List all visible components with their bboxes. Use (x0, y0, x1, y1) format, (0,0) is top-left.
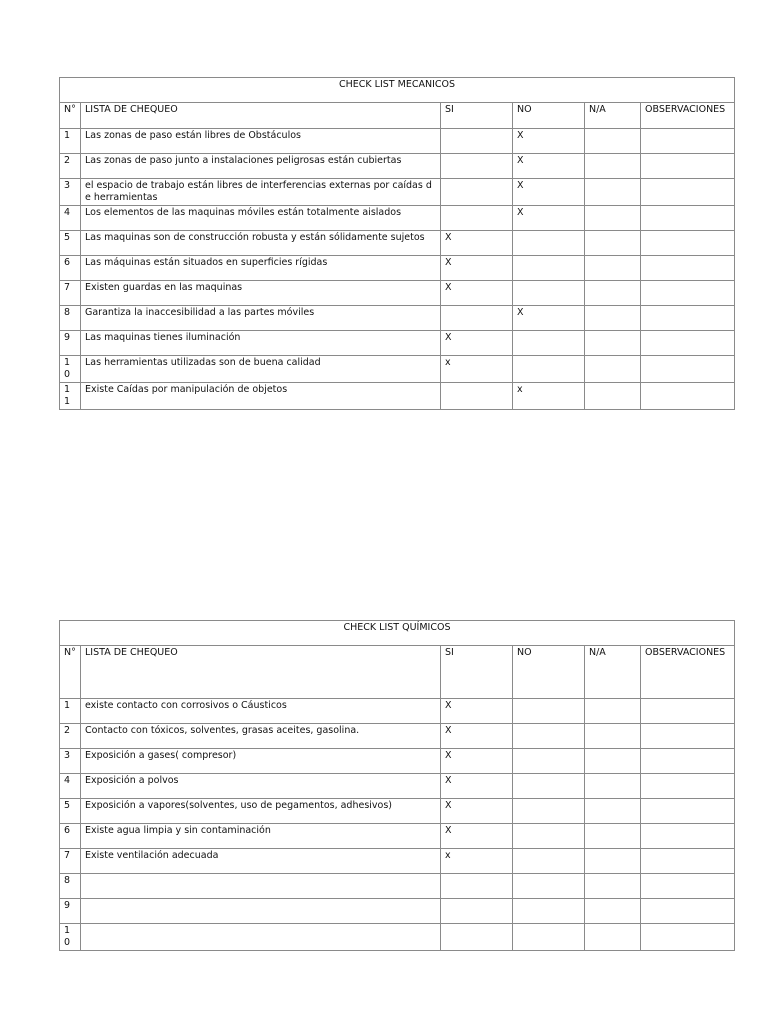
row-na-mark (585, 206, 641, 231)
row-observation (641, 799, 735, 824)
table-row (60, 899, 735, 924)
table-row (60, 799, 735, 824)
row-no-mark: X (513, 129, 585, 154)
row-num: 6 (60, 824, 81, 849)
row-si-mark: x (441, 356, 513, 383)
header-na: N/A (585, 103, 641, 129)
checklist-quimicos-table (59, 620, 735, 951)
row-si-mark (441, 383, 513, 410)
row-na-mark (585, 899, 641, 924)
table-row (60, 206, 735, 231)
table-row (60, 383, 735, 410)
table-row (60, 356, 735, 383)
row-observation (641, 899, 735, 924)
row-no-mark (513, 281, 585, 306)
row-item-text: Las zonas de paso junto a instalaciones peligrosas están cubiertas (81, 154, 441, 179)
table-row (60, 331, 735, 356)
row-si-mark: X (441, 774, 513, 799)
row-si-mark: X (441, 824, 513, 849)
checklist-mecanicos-table (59, 77, 735, 410)
row-num: 1 (60, 699, 81, 724)
row-si-mark (441, 206, 513, 231)
row-si-mark: X (441, 724, 513, 749)
row-si-mark (441, 924, 513, 951)
row-num: 2 (60, 724, 81, 749)
row-num: 5 (60, 799, 81, 824)
row-si-mark (441, 874, 513, 899)
row-item-text: Existe agua limpia y sin contaminación (81, 824, 441, 849)
row-observation (641, 924, 735, 951)
row-si-mark (441, 154, 513, 179)
header-no: NO (513, 646, 585, 699)
row-si-mark (441, 306, 513, 331)
row-na-mark (585, 799, 641, 824)
row-observation (641, 824, 735, 849)
table-title: CHECK LIST MECANICOS (60, 78, 735, 103)
row-si-mark: X (441, 331, 513, 356)
row-num: 10 (60, 924, 81, 951)
row-si-mark (441, 129, 513, 154)
row-observation (641, 849, 735, 874)
row-na-mark (585, 699, 641, 724)
header-obs: OBSERVACIONES (641, 103, 735, 129)
row-si-mark (441, 899, 513, 924)
row-no-mark: x (513, 383, 585, 410)
row-item-text: Las maquinas tienes iluminación (81, 331, 441, 356)
row-num: 11 (60, 383, 81, 410)
row-observation (641, 154, 735, 179)
header-no: NO (513, 103, 585, 129)
row-num: 5 (60, 231, 81, 256)
row-si-mark: x (441, 849, 513, 874)
row-na-mark (585, 724, 641, 749)
row-no-mark (513, 256, 585, 281)
row-num: 4 (60, 774, 81, 799)
header-item: LISTA DE CHEQUEO (81, 646, 441, 699)
row-observation (641, 774, 735, 799)
row-na-mark (585, 383, 641, 410)
row-no-mark (513, 849, 585, 874)
table-row (60, 306, 735, 331)
row-item-text: Las zonas de paso están libres de Obstáculos (81, 129, 441, 154)
row-na-mark (585, 306, 641, 331)
table-row (60, 924, 735, 951)
row-si-mark: X (441, 281, 513, 306)
row-no-mark (513, 724, 585, 749)
row-si-mark: X (441, 749, 513, 774)
row-item-text: Las herramientas utilizadas son de buena calidad (81, 356, 441, 383)
row-observation (641, 206, 735, 231)
row-na-mark (585, 256, 641, 281)
row-na-mark (585, 874, 641, 899)
table-title-row (60, 621, 735, 646)
row-observation (641, 356, 735, 383)
row-item-text: Exposición a polvos (81, 774, 441, 799)
table-row (60, 874, 735, 899)
row-no-mark (513, 899, 585, 924)
row-na-mark (585, 849, 641, 874)
row-item-text: el espacio de trabajo están libres de interferencias externas por caídas de herramientas (81, 179, 441, 206)
row-num: 3 (60, 749, 81, 774)
row-observation (641, 874, 735, 899)
row-no-mark (513, 874, 585, 899)
header-si: SI (441, 646, 513, 699)
header-num: N° (60, 646, 81, 699)
table-row (60, 179, 735, 206)
row-item-text: Existe ventilación adecuada (81, 849, 441, 874)
row-num: 8 (60, 874, 81, 899)
row-observation (641, 179, 735, 206)
row-no-mark (513, 331, 585, 356)
row-no-mark: X (513, 206, 585, 231)
row-na-mark (585, 154, 641, 179)
row-num: 10 (60, 356, 81, 383)
row-item-text: Garantiza la inaccesibilidad a las partes móviles (81, 306, 441, 331)
header-item: LISTA DE CHEQUEO (81, 103, 441, 129)
row-na-mark (585, 129, 641, 154)
row-item-text: Los elementos de las maquinas móviles están totalmente aislados (81, 206, 441, 231)
row-no-mark (513, 749, 585, 774)
row-item-text (81, 924, 441, 951)
row-item-text: Exposición a vapores(solventes, uso de pegamentos, adhesivos) (81, 799, 441, 824)
table-row (60, 849, 735, 874)
row-observation (641, 724, 735, 749)
row-item-text (81, 874, 441, 899)
table-header-row (60, 646, 735, 699)
table-row (60, 724, 735, 749)
row-num: 6 (60, 256, 81, 281)
row-num: 7 (60, 849, 81, 874)
row-observation (641, 331, 735, 356)
row-na-mark (585, 924, 641, 951)
row-item-text: Existen guardas en las maquinas (81, 281, 441, 306)
row-no-mark (513, 799, 585, 824)
table-row (60, 256, 735, 281)
header-obs: OBSERVACIONES (641, 646, 735, 699)
table-row (60, 824, 735, 849)
row-num: 7 (60, 281, 81, 306)
row-no-mark: X (513, 179, 585, 206)
row-observation (641, 383, 735, 410)
row-na-mark (585, 281, 641, 306)
row-no-mark (513, 699, 585, 724)
row-observation (641, 129, 735, 154)
table-title: CHECK LIST QUÍMICOS (60, 621, 735, 646)
table-row (60, 129, 735, 154)
table-row (60, 774, 735, 799)
table-header-row (60, 103, 735, 129)
row-observation (641, 699, 735, 724)
row-num: 1 (60, 129, 81, 154)
row-item-text: existe contacto con corrosivos o Cáusticos (81, 699, 441, 724)
row-observation (641, 749, 735, 774)
row-item-text: Exposición a gases( compresor) (81, 749, 441, 774)
row-na-mark (585, 774, 641, 799)
row-no-mark (513, 924, 585, 951)
row-observation (641, 256, 735, 281)
table-row (60, 749, 735, 774)
table-row (60, 281, 735, 306)
header-num: N° (60, 103, 81, 129)
row-no-mark (513, 774, 585, 799)
row-item-text (81, 899, 441, 924)
row-observation (641, 281, 735, 306)
row-num: 2 (60, 154, 81, 179)
row-na-mark (585, 231, 641, 256)
row-na-mark (585, 179, 641, 206)
row-na-mark (585, 749, 641, 774)
row-si-mark: X (441, 256, 513, 281)
row-item-text: Las máquinas están situados en superficies rígidas (81, 256, 441, 281)
row-no-mark: X (513, 306, 585, 331)
row-na-mark (585, 356, 641, 383)
row-si-mark: X (441, 799, 513, 824)
header-na: N/A (585, 646, 641, 699)
row-observation (641, 306, 735, 331)
row-na-mark (585, 824, 641, 849)
table-title-row (60, 78, 735, 103)
row-num: 4 (60, 206, 81, 231)
row-no-mark (513, 231, 585, 256)
row-item-text: Existe Caídas por manipulación de objetos (81, 383, 441, 410)
table-row (60, 699, 735, 724)
row-si-mark (441, 179, 513, 206)
row-si-mark: X (441, 699, 513, 724)
row-no-mark: X (513, 154, 585, 179)
row-num: 8 (60, 306, 81, 331)
row-no-mark (513, 356, 585, 383)
row-na-mark (585, 331, 641, 356)
table-row (60, 154, 735, 179)
row-num: 3 (60, 179, 81, 206)
row-observation (641, 231, 735, 256)
row-no-mark (513, 824, 585, 849)
row-num: 9 (60, 899, 81, 924)
row-si-mark: X (441, 231, 513, 256)
row-item-text: Contacto con tóxicos, solventes, grasas aceites, gasolina. (81, 724, 441, 749)
row-item-text: Las maquinas son de construcción robusta y están sólidamente sujetos (81, 231, 441, 256)
table-row (60, 231, 735, 256)
row-num: 9 (60, 331, 81, 356)
header-si: SI (441, 103, 513, 129)
